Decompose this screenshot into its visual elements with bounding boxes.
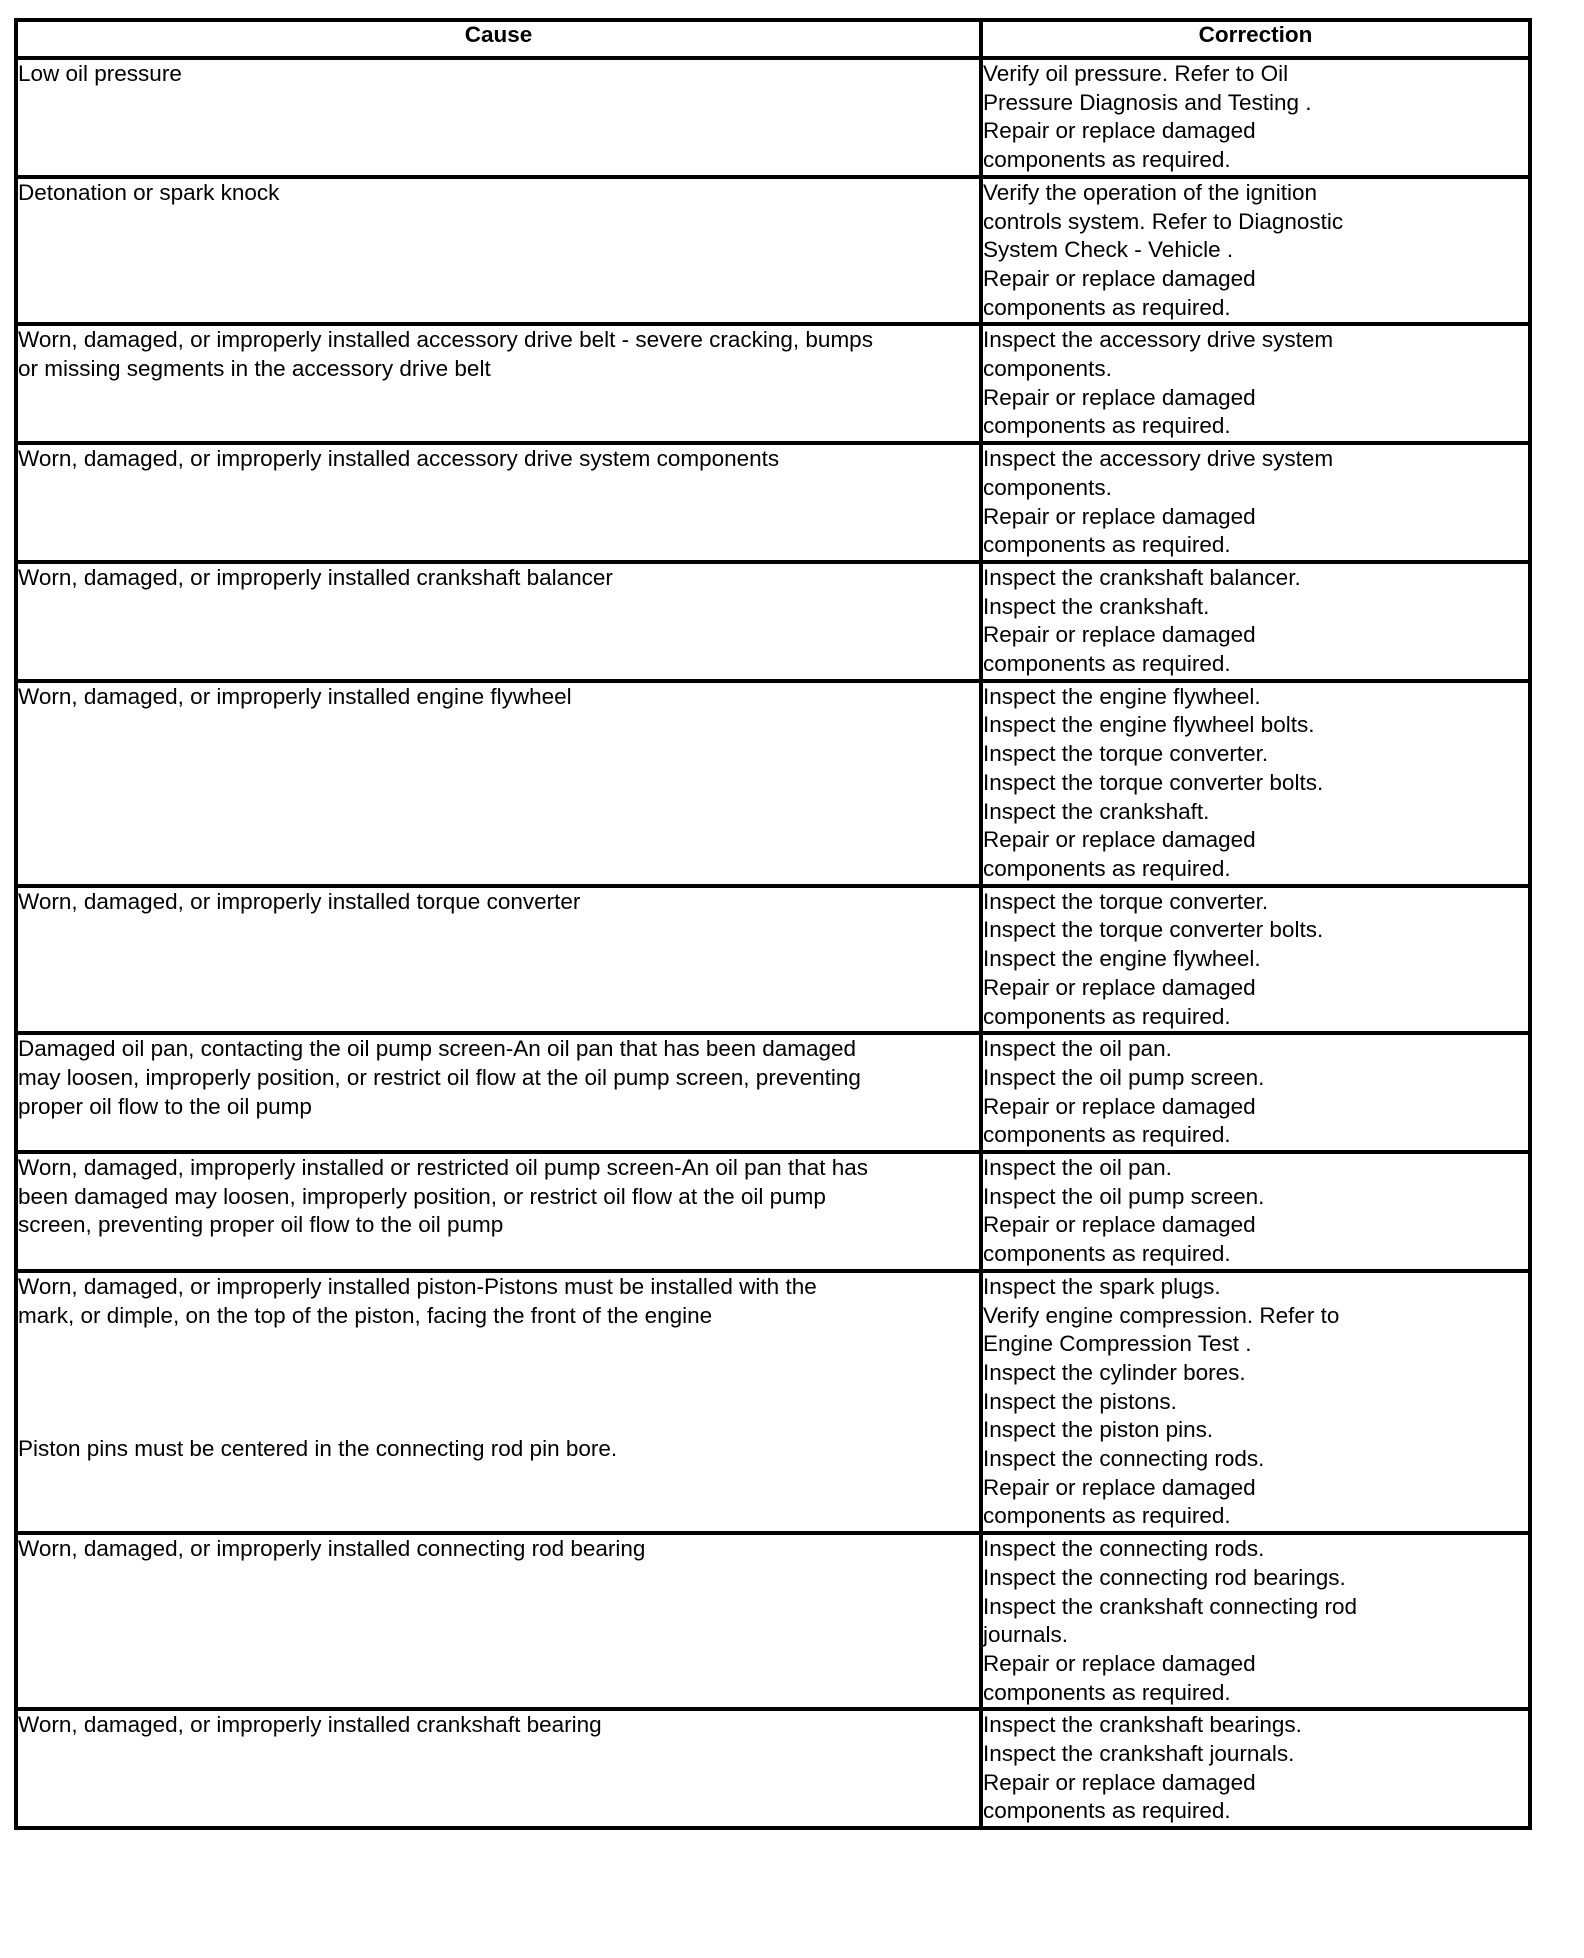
correction-cell [981,443,1530,562]
correction-text-line: Inspect the spark plugs. [983,1273,1221,1299]
correction-cell [981,681,1530,886]
table-row [16,886,1530,1034]
cause-cell [16,58,981,177]
cause-text-line: Worn, damaged, or improperly installed piston-Pistons must be installed with the [18,1273,817,1299]
correction-text-line: Inspect the oil pan. [983,1036,1172,1062]
correction-text-line: journals. [983,1622,1069,1648]
correction-text-line: Inspect the pistons. [983,1388,1177,1414]
cause-cell [16,1271,981,1533]
correction-cell [981,1152,1530,1271]
correction-text-line: Repair or replace damaged [983,118,1256,144]
correction-text-line: Repair or replace damaged [983,622,1256,648]
table-row [16,177,1530,325]
correction-text-line: components. [983,356,1112,382]
correction-text-line: Inspect the accessory drive system [983,327,1334,353]
correction-text-line: Verify the operation of the ignition [983,179,1317,205]
correction-text-line: Inspect the torque converter. [983,741,1269,767]
correction-text-line: Inspect the torque converter. [983,888,1269,914]
correction-text-line: Inspect the crankshaft bearings. [983,1712,1302,1738]
table-row [16,562,1530,681]
cause-cell [16,1533,981,1709]
cause-text-line: or missing segments in the accessory drive belt [18,356,491,382]
cause-text-line: proper oil flow to the oil pump [18,1093,312,1119]
cause-text-line: Low oil pressure [18,61,182,86]
cause-cell [16,886,981,1034]
correction-cell [981,324,1530,443]
correction-cell [981,1709,1530,1828]
cause-text-line: been damaged may loosen, improperly position, or restrict oil flow at the oil pump [18,1183,826,1209]
correction-cell [981,886,1530,1034]
paragraph-gap [18,1330,979,1435]
correction-cell [981,177,1530,325]
correction-text-line: components as required. [983,1679,1231,1705]
cause-text-line: Worn, damaged, or improperly installed engine flywheel [18,683,572,709]
correction-text-line: Inspect the crankshaft journals. [983,1741,1295,1767]
cause-cell [16,1709,981,1828]
correction-cell [981,58,1530,177]
correction-text-line: Inspect the connecting rod bearings. [983,1564,1346,1590]
cause-text-line: screen, preventing proper oil flow to the oil pump [18,1212,504,1238]
cause-text-line: mark, or dimple, on the top of the piston, facing the front of the engine [18,1302,713,1328]
correction-text-line: Inspect the engine flywheel. [983,946,1261,972]
table-row [16,681,1530,886]
cause-cell [16,177,981,325]
document-page [14,18,1528,1830]
correction-text-line: components as required. [983,1503,1231,1529]
correction-cell [981,1271,1530,1533]
cause-cell [16,1033,981,1152]
correction-text-line: Inspect the connecting rods. [983,1446,1265,1472]
correction-text-line: components as required. [983,1241,1231,1267]
correction-text-line: Repair or replace damaged [983,1093,1256,1119]
correction-cell [981,1533,1530,1709]
correction-text-line: Inspect the crankshaft connecting rod [983,1593,1357,1619]
cause-text-line: may loosen, improperly position, or restrict oil flow at the oil pump screen, preventing [18,1064,861,1090]
correction-text-line: Inspect the crankshaft. [983,593,1210,619]
cause-cell [16,443,981,562]
correction-text-line: Pressure Diagnosis and Testing . [983,89,1312,115]
correction-text-line: Inspect the torque converter bolts. [983,917,1324,943]
correction-cell [981,562,1530,681]
correction-text-line: Inspect the connecting rods. [983,1536,1265,1562]
correction-text-line: Inspect the oil pump screen. [983,1183,1265,1209]
correction-text-line: Inspect the crankshaft. [983,798,1210,824]
correction-text-line: components as required. [983,651,1231,677]
correction-text-line: Repair or replace damaged [983,827,1256,853]
correction-text-line: Inspect the oil pan. [983,1155,1172,1181]
correction-text-line: Repair or replace damaged [983,1650,1256,1676]
cause-text-line: Worn, damaged, or improperly installed connecting rod bearing [18,1536,646,1562]
table-row [16,1033,1530,1152]
cause-text-line: Worn, damaged, or improperly installed torque converter [18,888,581,914]
correction-text-line: Engine Compression Test . [983,1331,1252,1357]
correction-text-line: Repair or replace damaged [983,1769,1256,1795]
correction-text-line: components as required. [983,1003,1231,1029]
table-row [16,58,1530,177]
correction-text-line: components. [983,474,1112,500]
correction-text-line: components as required. [983,1122,1231,1148]
table-body [16,58,1530,1828]
cause-text-line: Worn, damaged, or improperly installed accessory drive system components [18,446,780,472]
cause-text-line: Worn, damaged, or improperly installed crankshaft balancer [18,564,613,590]
correction-cell [981,1033,1530,1152]
correction-text-line: components as required. [983,855,1231,881]
correction-text-line: System Check - Vehicle . [983,237,1234,263]
table-row [16,1533,1530,1709]
correction-text-line: Repair or replace damaged [983,503,1256,529]
correction-text-line: Verify oil pressure. Refer to Oil [983,61,1289,86]
correction-text-line: components as required. [983,1798,1231,1824]
correction-text-line: components as required. [983,532,1231,558]
correction-text-line: Inspect the torque converter bolts. [983,769,1324,795]
correction-text-line: Inspect the piston pins. [983,1417,1214,1443]
correction-text-line: components as required. [983,294,1231,320]
cause-note: Piston pins must be centered in the connecting rod pin bore. [18,1436,618,1462]
correction-text-line: Inspect the cylinder bores. [983,1359,1246,1385]
diagnosis-table [14,18,1532,1830]
cause-text-line: Worn, damaged, or improperly installed accessory drive belt - severe cracking, bumps [18,327,873,353]
cause-text-line: Worn, damaged, improperly installed or restricted oil pump screen-An oil pan that has [18,1155,869,1181]
correction-text-line: Inspect the oil pump screen. [983,1064,1265,1090]
correction-text-line: Inspect the accessory drive system [983,446,1334,472]
cause-cell [16,681,981,886]
correction-text-line: components as required. [983,147,1231,173]
correction-text-line: Inspect the engine flywheel bolts. [983,712,1315,738]
correction-text-line: controls system. Refer to Diagnostic [983,208,1344,234]
correction-text-line: Repair or replace damaged [983,974,1256,1000]
correction-text-line: Repair or replace damaged [983,384,1256,410]
cause-cell [16,562,981,681]
table-row [16,1709,1530,1828]
correction-text-line: Repair or replace damaged [983,1212,1256,1238]
cause-cell [16,324,981,443]
correction-text-line: Repair or replace damaged [983,1474,1256,1500]
table-row [16,443,1530,562]
cause-column-header: Cause [16,20,981,58]
cause-text-line: Detonation or spark knock [18,179,280,205]
correction-column-header: Correction [981,20,1530,58]
correction-text-line: Inspect the engine flywheel. [983,683,1261,709]
correction-text-line: components as required. [983,413,1231,439]
table-row [16,324,1530,443]
correction-text-line: Inspect the crankshaft balancer. [983,564,1301,590]
cause-text-line: Damaged oil pan, contacting the oil pump screen-An oil pan that has been damaged [18,1036,857,1062]
cause-cell [16,1152,981,1271]
cause-text-line: Worn, damaged, or improperly installed crankshaft bearing [18,1712,602,1738]
correction-text-line: Repair or replace damaged [983,265,1256,291]
table-row [16,1271,1530,1533]
table-row [16,1152,1530,1271]
correction-text-line: Verify engine compression. Refer to [983,1302,1340,1328]
header-row [16,20,1530,58]
